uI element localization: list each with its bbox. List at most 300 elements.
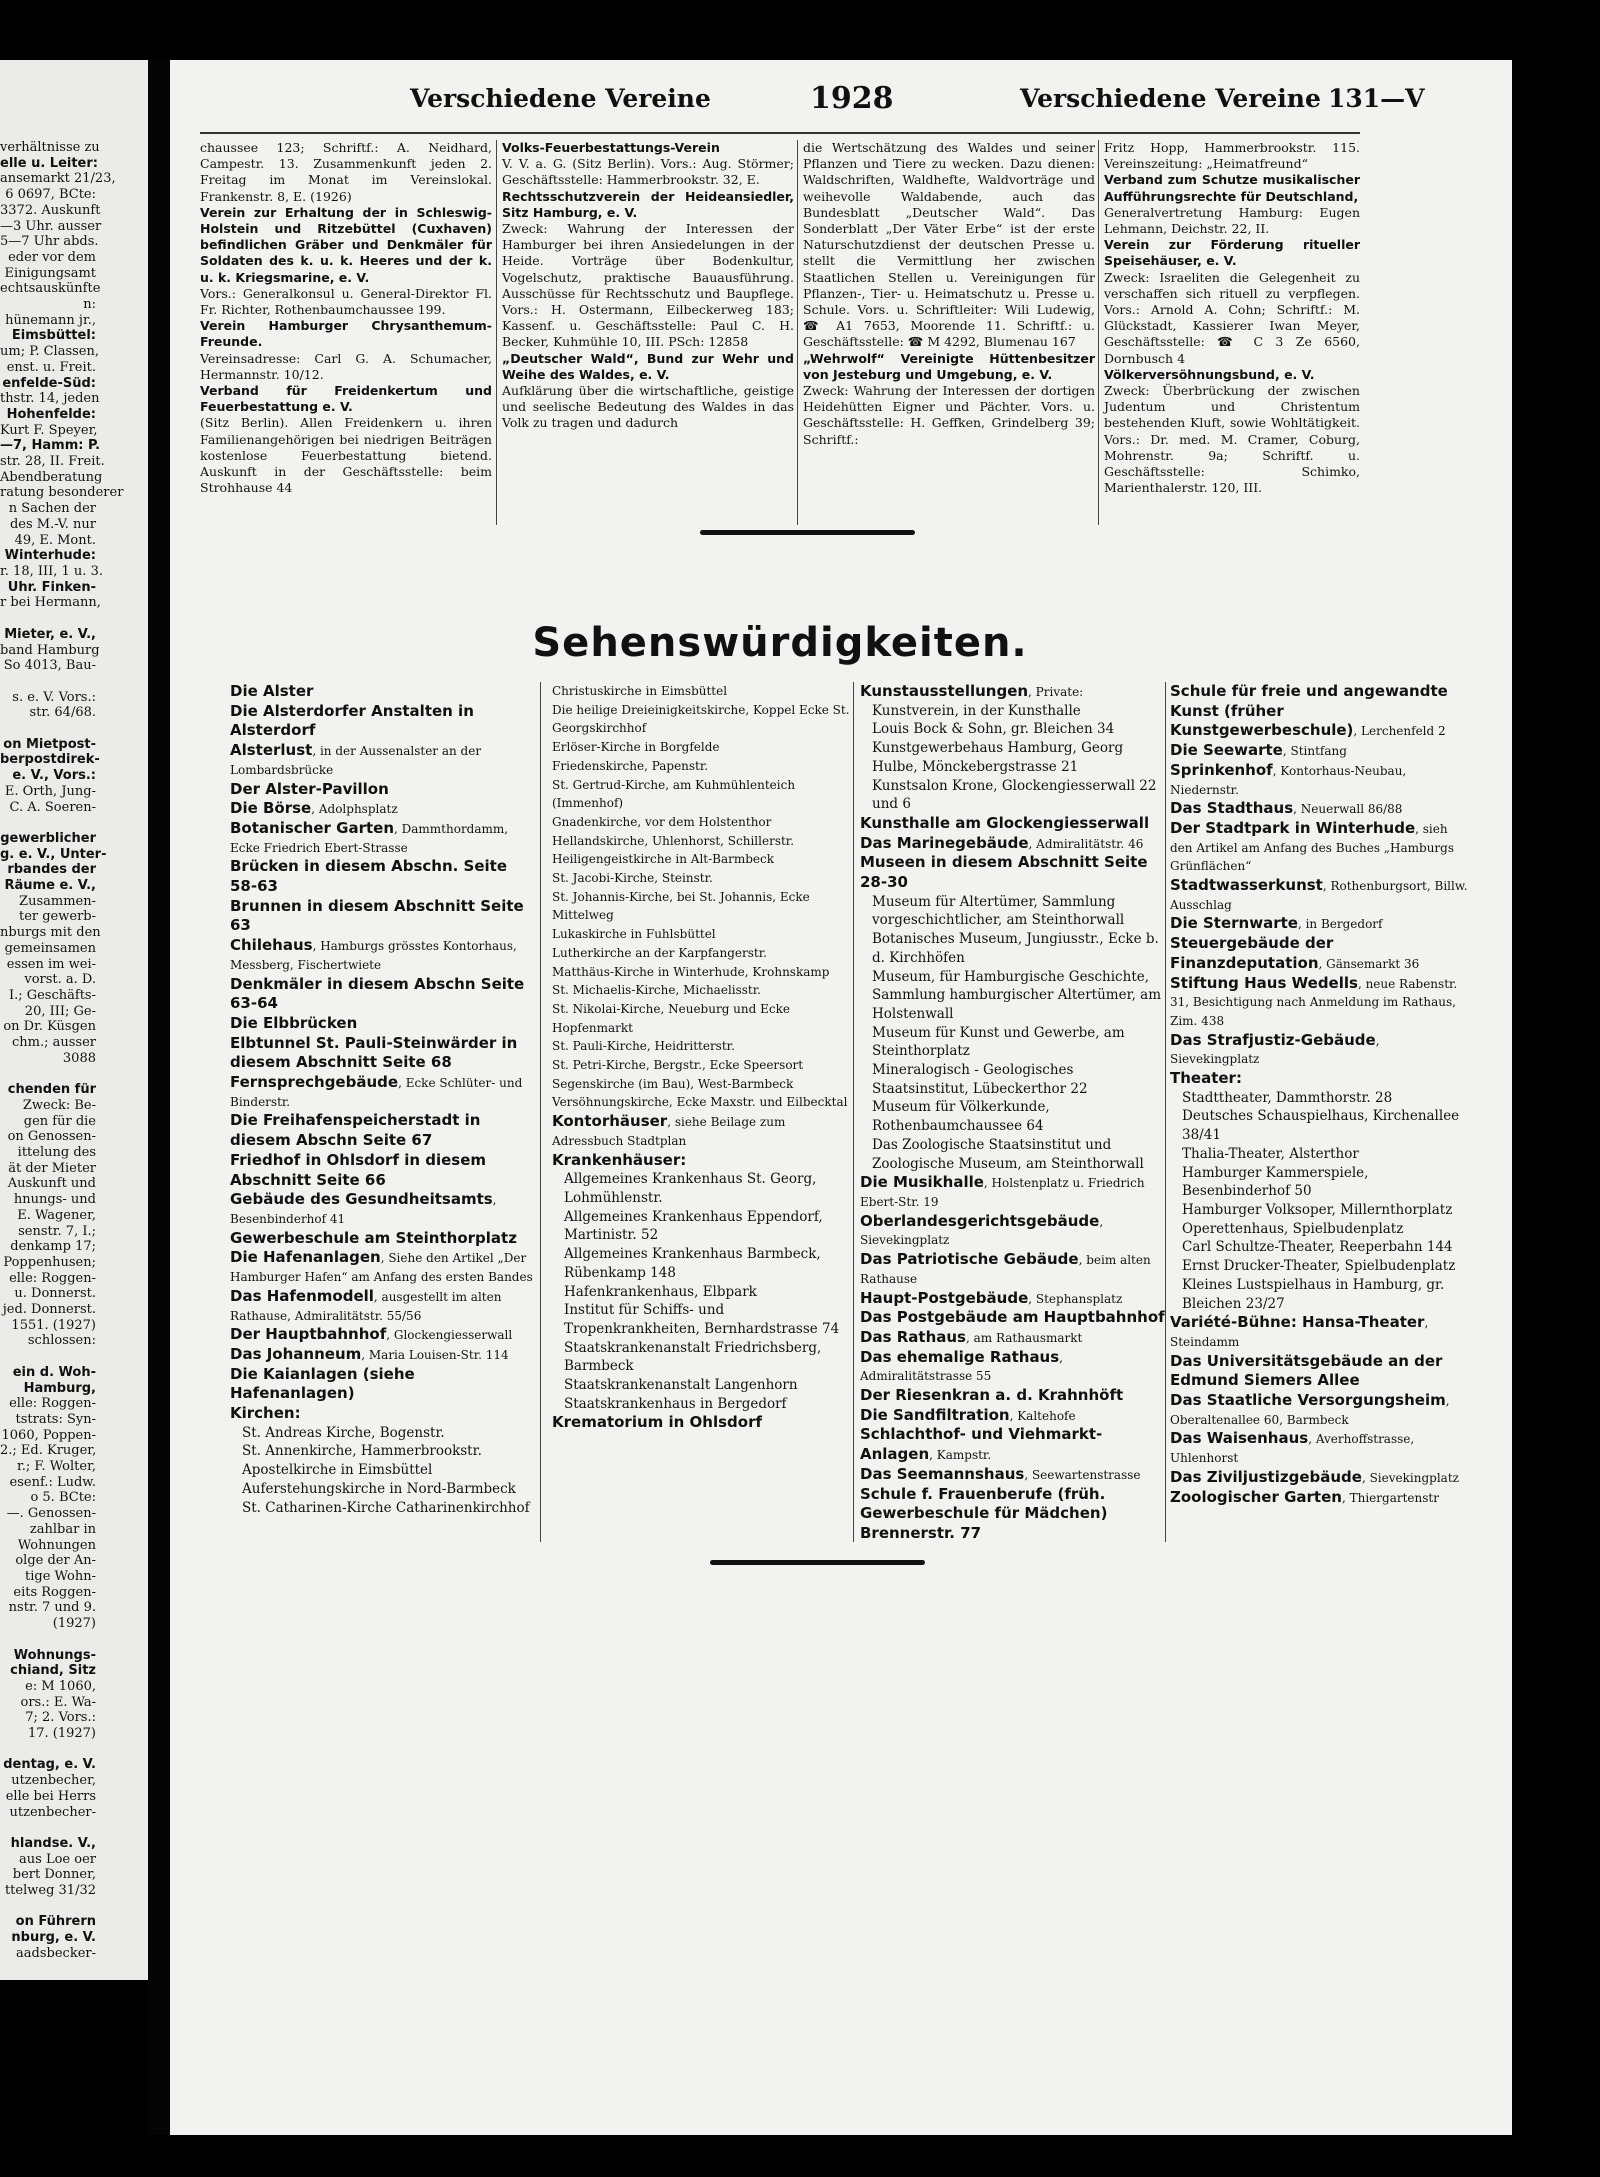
- sight-name: Die Börse: [230, 799, 312, 818]
- sight-subentry: St. Michaelis-Kirche, Michaelisstr.: [552, 983, 761, 998]
- verein-name: „Wehrwolf“ Vereinigte Hüttenbesitzer von Jesteburg und Umgebung, e. V.: [803, 350, 1095, 382]
- sights-column-4: [1170, 682, 1470, 1532]
- sight-entry: [860, 814, 1165, 834]
- sight-entry: [230, 1248, 535, 1286]
- sight-name: Variété-Bühne: Hansa-Theater: [1170, 1313, 1425, 1332]
- sight-subentry: Gnadenkirche, vor dem Holstenthor: [552, 814, 772, 829]
- sight-name: Der Hauptbahnhof: [230, 1325, 387, 1344]
- left-page-line: ors.: E. Wa-: [20, 1694, 96, 1710]
- sight-name: Kunsthalle am Glockengiesserwall: [860, 813, 1150, 832]
- right-page: [170, 60, 1512, 2135]
- sight-address: , Sievekingplatz: [1170, 1033, 1380, 1067]
- sight-name: Kontorhäuser: [552, 1112, 668, 1131]
- sight-address: , Dammthordamm, Ecke Friedrich Ebert-Strasse: [230, 821, 509, 855]
- left-page-line: ttelweg 31/32: [4, 1883, 96, 1899]
- verein-name: Verband für Freidenkertum und Feuerbestattung e. V.: [200, 383, 492, 415]
- left-page-line: enst. u. Freit.: [6, 359, 96, 375]
- left-page-line: 7; 2. Vors.:: [25, 1710, 96, 1726]
- verein-details: (Sitz Berlin). Allen Freidenkern u. ihren Familienangehörigen bei niedrigen Beiträgen kostenlose Feuerbestattung bietend. Auskunft in der Geschäftsstelle: beim Strohhause 44: [200, 415, 492, 496]
- sight-name: Die Hafenanlagen: [230, 1248, 381, 1267]
- sight-subentry: Versöhnungskirche, Ecke Maxstr. und Eilbecktal: [552, 1095, 848, 1110]
- sight-name: Die Musikhalle: [860, 1173, 984, 1192]
- sight-entry: [860, 1425, 1165, 1464]
- left-page-line: Eimsbüttel:: [11, 328, 96, 344]
- left-page-line: o 5. BCte:: [30, 1490, 96, 1506]
- header-year: 1928: [810, 81, 894, 116]
- sight-name: Das Johanneum: [230, 1344, 362, 1363]
- sight-name: Das Stadthaus: [1170, 799, 1294, 818]
- sight-subentry: Carl Schultze-Theater, Reeperbahn 144: [1182, 1239, 1453, 1256]
- left-page-line: [0, 611, 152, 627]
- page-number: 131—V: [1328, 84, 1425, 113]
- sight-entry: [860, 1308, 1165, 1328]
- sight-subentry: Friedenskirche, Papenstr.: [552, 758, 709, 773]
- sight-subentry: Hellandskirche, Uhlenhorst, Schillerstr.: [552, 833, 795, 848]
- sight-entry: [860, 1406, 1165, 1426]
- closing-ornament-rule: [710, 1560, 925, 1565]
- sight-subentry: Lutherkirche an der Karpfangerstr.: [552, 945, 767, 960]
- sight-entry: [1170, 1429, 1470, 1467]
- sight-subentry: St. Pauli-Kirche, Heidritterstr.: [552, 1039, 735, 1054]
- sight-name: Haupt-Postgebäude: [860, 1288, 1029, 1307]
- sight-subentry: Deutsches Schauspielhaus, Kirchenallee 38/41: [1182, 1108, 1460, 1144]
- sight-name: Das Rathaus: [860, 1327, 966, 1346]
- sight-subentry: Staatskrankenanstalt Langenhorn: [564, 1377, 798, 1394]
- sight-entry: [1170, 682, 1470, 741]
- sight-name: Botanischer Garten: [230, 818, 394, 837]
- sight-subentry: Hamburger Volksoper, Millernthorplatz: [1182, 1201, 1453, 1218]
- verein-name: Verein zur Erhaltung der in Schleswig-Holstein und Ritzebüttel (Cuxhaven) befindlichen Gräber und Denkmäler für Soldaten des k. u. k. Heeres und der k. u. k. Kriegsmarine, e. V.: [200, 204, 492, 285]
- header-right-title: Verschiedene Vereine: [1020, 84, 1321, 113]
- sight-entry: [1170, 934, 1470, 973]
- sight-name: Das Postgebäude am Hauptbahnhof: [860, 1308, 1165, 1327]
- sight-address: , beim alten Rathause: [860, 1253, 1151, 1286]
- sight-name: Die Seewarte: [1170, 741, 1283, 760]
- left-page-line: Poppenhusen;: [3, 1254, 96, 1270]
- verein-details: V. V. a. G. (Sitz Berlin). Vors.: Aug. Störmer; Geschäftsstelle: Hammerbrookstr. 32, E.: [502, 156, 794, 188]
- sight-entry: [230, 799, 535, 819]
- sight-name: Die Alster: [230, 682, 314, 700]
- sights-column-3: [860, 682, 1165, 1542]
- verein-details: chaussee 123; Schriftf.: A. Neidhard, Campestr. 13. Zusammenkunft jeden 2. Freitag im Monat im Vereinslokal. Frankenstr. 8, E. (1926): [200, 140, 492, 204]
- sight-address: , Ecke Schlüter- und Binderstr.: [230, 1076, 523, 1109]
- left-page-line: aus Loe oer: [19, 1851, 96, 1867]
- left-page-line: E. Wagener,: [17, 1207, 96, 1223]
- left-page-line: thstr. 14, jeden: [0, 391, 100, 407]
- left-page-line: eder vor dem: [8, 249, 96, 265]
- sight-entry: [1170, 799, 1470, 819]
- left-page-line: 5—7 Uhr abds.: [0, 234, 99, 250]
- sight-name: Kunstausstellungen: [860, 682, 1029, 700]
- left-page-line: des M.-V. nur: [9, 516, 96, 532]
- sight-subentry: Museum, für Hamburgische Geschichte, Sammlung hamburgischer Altertümer, am Holstenwall: [872, 968, 1161, 1022]
- sight-entry: [860, 1386, 1165, 1406]
- sight-address: , Stephansplatz: [1028, 1291, 1123, 1306]
- sight-entry: [552, 1112, 857, 1150]
- sight-subentry: Segenskirche (im Bau), West-Barmbeck: [552, 1076, 794, 1091]
- sight-entry: [860, 1465, 1165, 1485]
- left-page-line: on Mietpost-: [3, 736, 96, 752]
- left-page-line: s. e. V. Vors.:: [12, 689, 96, 705]
- column-divider: [853, 682, 854, 1542]
- sights-column-1: [230, 682, 535, 1532]
- scan-border: [0, 1980, 148, 2177]
- sight-name: Die Alsterdorfer Anstalten in Alsterdorf: [230, 701, 474, 740]
- vereine-column-1: [200, 140, 492, 525]
- sight-entry: [860, 682, 1165, 702]
- sight-entry: [230, 1365, 535, 1404]
- left-page-line: Wohnungs-: [13, 1647, 96, 1663]
- sight-entry: [1170, 1352, 1470, 1391]
- sight-name: Alsterlust: [230, 741, 313, 760]
- sight-entry: [1170, 974, 1470, 1031]
- sight-entry: [860, 1328, 1165, 1348]
- column-divider: [496, 140, 497, 525]
- left-page-line: [0, 1632, 152, 1648]
- sight-address: , Glockengiesserwall: [386, 1328, 513, 1343]
- sight-entry: [230, 897, 535, 936]
- left-page-line: olge der An-: [15, 1553, 96, 1569]
- sight-entry: [230, 780, 535, 800]
- sight-address: , Oberaltenallee 60, Barmbeck: [1170, 1394, 1450, 1427]
- left-page-line: —3 Uhr. ausser: [0, 218, 102, 234]
- sight-address: , Sievekingplatz: [1361, 1470, 1459, 1485]
- sight-address: , Besenbinderhof 41: [230, 1193, 497, 1226]
- left-page-line: str. 28, II. Freit.: [0, 454, 105, 470]
- sight-name: Die Elbbrücken: [230, 1013, 358, 1032]
- sight-address: , Admiralitätstrasse 55: [860, 1350, 1063, 1384]
- sight-address: , Thiergartenstr: [1341, 1490, 1439, 1505]
- sight-entry: [230, 702, 535, 741]
- sight-subentry: Staatskrankenhaus in Bergedorf: [564, 1395, 787, 1412]
- left-page-line: (1927): [52, 1616, 96, 1632]
- verein-name: „Deutscher Wald“, Bund zur Wehr und Weihe des Waldes, e. V.: [502, 350, 794, 382]
- sight-subentry: Institut für Schiffs- und Tropenkrankheiten, Bernhardstrasse 74: [564, 1302, 840, 1337]
- sight-entry: [860, 1173, 1165, 1211]
- sight-address: , Kontorhaus-Neubau, Niedernstr.: [1170, 763, 1407, 797]
- left-page-line: dentag, e. V.: [3, 1757, 96, 1773]
- sight-subentry: Mineralogisch - Geologisches Staatsinstitut, Lübeckerthor 22: [872, 1062, 1088, 1097]
- sight-subentry: Kunstgewerbehaus Hamburg, Georg Hulbe, Mönckebergstrasse 21: [872, 740, 1124, 775]
- column-divider: [1098, 140, 1099, 525]
- sight-subentry: Allgemeines Krankenhaus Barmbeck, Rübenkamp 148: [564, 1246, 821, 1281]
- left-page-line: denkamp 17;: [10, 1239, 96, 1255]
- left-facing-page: [0, 60, 148, 1980]
- sight-address: , Maria Louisen-Str. 114: [361, 1347, 509, 1362]
- left-page-line: n Sachen der: [8, 501, 96, 517]
- sight-entry: [230, 1034, 535, 1073]
- left-page-line: —. Genossen-: [6, 1506, 96, 1522]
- sight-entry: [1170, 761, 1470, 799]
- left-page-line: ittelung des: [17, 1145, 96, 1160]
- verein-details: Fritz Hopp, Hammerbrookstr. 115. Vereinszeitung: „Heimatfreund“: [1104, 140, 1360, 172]
- left-page-line: aadsbecker-: [16, 1945, 96, 1961]
- left-page-line: Abendberatung: [0, 469, 103, 485]
- left-page-line: gen für die: [23, 1113, 96, 1129]
- left-page-line: essen im wei-: [6, 956, 96, 972]
- left-page-line: Uhr. Finken-: [7, 579, 96, 595]
- sight-name: Fernsprechgebäude: [230, 1073, 399, 1092]
- verein-details: Aufklärung über die wirtschaftliche, geistige und seelische Bedeutung des Waldes in das Volk zu tragen und dadurch: [502, 383, 794, 431]
- left-page-line: chenden für: [7, 1082, 96, 1098]
- sight-entry: [230, 857, 535, 896]
- left-page-line: 1551. (1927): [11, 1317, 96, 1333]
- section-ornament-rule: [700, 530, 915, 535]
- sight-subentry: Allgemeines Krankenhaus Eppendorf, Martinistr. 52: [564, 1208, 823, 1244]
- left-page-line: Mieter, e. V.,: [4, 626, 96, 642]
- sight-name: Das Marinegebäude: [860, 833, 1029, 852]
- sight-address: , Private:: [1028, 685, 1084, 699]
- sight-subentry: Die heilige Dreieinigkeitskirche, Koppel Ecke St. Georgskirchhof: [552, 702, 850, 736]
- sight-subentry: Louis Bock & Sohn, gr. Bleichen 34: [872, 721, 1115, 738]
- left-page-line: jed. Donnerst.: [2, 1302, 96, 1318]
- sight-address: , Holstenplatz u. Friedrich Ebert-Str. 19: [860, 1176, 1145, 1209]
- verein-details: Vereinsadresse: Carl G. A. Schumacher, Hermannstr. 10/12.: [200, 350, 492, 382]
- sight-entry: [1170, 1031, 1470, 1069]
- left-page-line: ein d. Woh-: [12, 1364, 96, 1380]
- sight-entry: [230, 741, 535, 779]
- left-page-line: Zusammen-: [19, 893, 96, 909]
- sight-name: Schule für freie und angewandte Kunst (früher Kunstgewerbeschule): [1170, 682, 1448, 740]
- sight-name: Das Waisenhaus: [1170, 1429, 1309, 1448]
- left-page-line: [0, 721, 152, 737]
- sight-entry: [230, 1325, 535, 1345]
- sight-address: , Rothenburgsort, Billw. Ausschlag: [1170, 879, 1468, 912]
- sight-address: , Sievekingplatz: [860, 1214, 1104, 1248]
- left-page-line: ansemarkt 21/23,: [0, 171, 116, 187]
- left-page-line: elle u. Leiter:: [0, 155, 98, 171]
- sight-entry: [1170, 741, 1470, 761]
- verein-name: Rechtsschutzverein der Heideansiedler, Sitz Hamburg, e. V.: [502, 188, 794, 220]
- left-page-line: 20, III; Ge-: [24, 1003, 96, 1019]
- left-page-line: [0, 1820, 152, 1836]
- sight-entry: [230, 1073, 535, 1111]
- sight-subentry: Matthäus-Kirche in Winterhude, Krohnskamp: [552, 964, 830, 979]
- column-divider: [540, 682, 541, 1542]
- sight-address: , Averhoffstrasse, Uhlenhorst: [1170, 1432, 1415, 1466]
- sight-entry: [1170, 1468, 1470, 1488]
- sight-address: , Stintfang: [1282, 744, 1347, 759]
- sight-name: Brücken in diesem Abschn. Seite 58-63: [230, 857, 508, 896]
- left-page-line: Hamburg,: [23, 1380, 96, 1396]
- sight-name: Die Kaianlagen (siehe Hafenanlagen): [230, 1364, 415, 1403]
- sight-address: , Neuerwall 86/88: [1293, 802, 1403, 817]
- sight-subentry: St. Gertrud-Kirche, am Kuhmühlenteich (Immenhof): [552, 777, 796, 811]
- sight-subentry: Das Zoologische Staatsinstitut und Zoologische Museum, am Steinthorwall: [872, 1136, 1144, 1172]
- sight-subentry: Allgemeines Krankenhaus St. Georg, Lohmühlenstr.: [564, 1171, 817, 1206]
- sight-entry: [860, 1289, 1165, 1309]
- sight-name: Gebäude des Gesundheitsamts: [230, 1190, 493, 1209]
- left-page-line: utzenbecher-: [9, 1804, 96, 1820]
- sight-entry: [230, 936, 535, 974]
- left-page-line: Wohnungen: [17, 1537, 96, 1553]
- sight-entry: [1170, 819, 1470, 876]
- sight-entry: [860, 1485, 1165, 1544]
- sight-subentry: St. Andreas Kirche, Bogenstr.: [242, 1424, 445, 1441]
- sight-address: , Siehe den Artikel „Der Hamburger Hafen“ am Anfang des ersten Bandes: [230, 1251, 533, 1285]
- left-page-line: elle bei Herrs: [5, 1788, 96, 1804]
- left-page-line: verhältnisse zu: [0, 140, 100, 155]
- left-page-line: elle: Roggen-: [9, 1270, 96, 1286]
- left-page-line: e: M 1060,: [25, 1678, 96, 1694]
- sight-address: , ausgestellt im alten Rathause, Admiralitätstr. 55/56: [230, 1289, 502, 1323]
- verein-name: Verein Hamburger Chrysanthemum-Freunde.: [200, 318, 492, 350]
- sight-entry: [230, 1111, 535, 1150]
- sight-name: Chilehaus: [230, 936, 313, 955]
- sight-subentry: Hamburger Kammerspiele, Besenbinderhof 50: [1182, 1164, 1369, 1200]
- sight-name: Schlachthof- und Viehmarkt-Anlagen: [860, 1425, 1103, 1464]
- sight-subentry: Kunstverein, in der Kunsthalle: [872, 702, 1081, 719]
- left-page-line: bert Donner,: [12, 1867, 96, 1883]
- left-page-line: gewerblicher: [0, 830, 96, 846]
- left-page-line: g. e. V., Unter-: [0, 846, 107, 862]
- left-page-line: tige Wohn-: [25, 1568, 96, 1584]
- sight-subentry: Kunstsalon Krone, Glockengiesserwall 22 und 6: [872, 777, 1157, 813]
- sight-name: Die Freihafenspeicherstadt in diesem Abschn Seite 67: [230, 1111, 481, 1150]
- sight-address: , neue Rabenstr. 31, Besichtigung nach Anmeldung im Rathaus, Zim. 438: [1170, 976, 1458, 1028]
- left-page-line: ter gewerb-: [18, 909, 96, 925]
- sight-name: Der Riesenkran a. d. Krahnhöft: [860, 1386, 1124, 1405]
- sight-name: Museen in diesem Abschnitt Seite 28-30: [860, 853, 1148, 892]
- left-page-line: on Dr. Küsgen: [3, 1019, 96, 1035]
- sight-name: Das Hafenmodell: [230, 1286, 374, 1305]
- sight-entry: [552, 1413, 857, 1433]
- left-page-line: [0, 674, 152, 690]
- sight-name: Sprinkenhof: [1170, 760, 1273, 779]
- scan-border: [1512, 60, 1600, 2135]
- sight-entry: [860, 1348, 1165, 1386]
- sight-name: Das Staatliche Versorgungsheim: [1170, 1391, 1446, 1410]
- left-page-line: gemeinsamen: [4, 940, 96, 956]
- sight-entry: [1170, 1488, 1470, 1508]
- column-divider: [797, 140, 798, 525]
- left-page-line: tstrats: Syn-: [15, 1411, 96, 1427]
- sight-entry: [230, 975, 535, 1014]
- sight-subentry: Botanisches Museum, Jungiusstr., Ecke b. d. Kirchhöfen: [872, 931, 1159, 966]
- sight-address: , am Rathausmarkt: [965, 1330, 1083, 1345]
- verein-details: Generalvertretung Hamburg: Eugen Lehmann, Deichstr. 22, II.: [1104, 204, 1360, 237]
- sight-name: Der Stadtpark in Winterhude: [1170, 818, 1416, 837]
- verein-details: die Wertschätzung des Waldes und seiner Pflanzen und Tiere zu wecken. Dazu dienen: Waldschriften, Waldhefte, Waldvorträge und weihevolle Waldabende, auch das Bundesblatt „Deutscher Wald“. Das Sonderblatt „Der Väter Erbe“ ist der erste Naturschutzdienst der deutschen Presse u. stellt die Vermittlung her zwischen Staatlichen Stellen u. Vereinigungen für Pflanzen-, Tier- u. Heimatschutz u. Presse u. Schule. Vors. u. Schriftleiter: Wili Ludewig, ☎ A1 7653, Moorende 11. Schriftf.: u. Geschäftsstelle: ☎ M 4292, Blumenau 167: [803, 140, 1095, 350]
- sight-subentry: St. Petri-Kirche, Bergstr., Ecke Speersort: [552, 1058, 804, 1073]
- vereine-columns: [200, 140, 1360, 530]
- sight-name: Kirchen:: [230, 1404, 301, 1423]
- left-page-line: on Genossen-: [7, 1129, 96, 1145]
- sight-entry: [1170, 1391, 1470, 1429]
- sight-address: , Steindamm: [1170, 1316, 1429, 1349]
- sight-name: Die Sternwarte: [1170, 914, 1298, 933]
- sight-address: , siehe Beilage zum Adressbuch Stadtplan: [552, 1115, 786, 1148]
- sight-name: Stiftung Haus Wedells: [1170, 973, 1358, 992]
- running-header: [170, 81, 1512, 120]
- sight-name: Das Seemannshaus: [860, 1464, 1025, 1483]
- sight-name: Zoologischer Garten: [1170, 1487, 1342, 1506]
- left-page-line: Hohenfelde:: [6, 406, 96, 422]
- sight-name: Steuergebäude der Finanzdeputation: [1170, 934, 1334, 972]
- sight-entry: [1170, 876, 1470, 914]
- header-rule: [200, 132, 1360, 134]
- vereine-column-2: [502, 140, 794, 525]
- left-page-line: ratung besonderer: [0, 485, 124, 501]
- left-page-line: elle: Roggen-: [9, 1396, 96, 1412]
- left-page-line: u. Donnerst.: [14, 1286, 96, 1302]
- verein-details: Zweck: Israeliten die Gelegenheit zu verschaffen sich rituell zu verpflegen. Vors.: Arnold A. Cohn; Schriftf.: M. Glückstadt, Kassierer Iwan Meyer, Geschäftsstelle: ☎ C 3 Ze 6560, Dornbusch 4: [1104, 269, 1360, 366]
- sight-name: Krankenhäuser:: [552, 1150, 687, 1169]
- sight-entry: [1170, 1313, 1470, 1351]
- sight-entry: [860, 1212, 1165, 1250]
- left-page-line: rbandes der: [7, 862, 96, 878]
- sight-subentry: Erlöser-Kirche in Borgfelde: [552, 740, 720, 755]
- sight-subentry: Thalia-Theater, Alsterthor: [1182, 1145, 1359, 1162]
- left-page-line: r. 18, III, 1 u. 3.: [0, 563, 103, 579]
- book-gutter: [148, 60, 170, 2135]
- sight-entry: [860, 834, 1165, 854]
- left-page-line: nburgs mit den: [0, 925, 101, 941]
- header-left-title: Verschiedene Vereine: [410, 84, 711, 113]
- left-page-line: E. Orth, Jung-: [4, 783, 96, 799]
- sight-entry: [860, 1250, 1165, 1288]
- left-page-line: [0, 1349, 152, 1365]
- left-page-line: 3088: [62, 1050, 96, 1066]
- sight-entry: [230, 1190, 535, 1228]
- left-page-line: 49, E. Mont.: [14, 532, 96, 548]
- sight-name: Das ehemalige Rathaus: [860, 1347, 1060, 1366]
- sight-address: , Seewartenstrasse: [1024, 1467, 1141, 1482]
- sight-entry: [230, 682, 535, 702]
- section-title: Sehenswürdigkeiten.: [532, 620, 1028, 666]
- sight-subentry: Christuskirche in Eimsbüttel: [552, 684, 728, 698]
- left-page-line: e. V., Vors.:: [12, 768, 96, 784]
- sight-subentry: Ernst Drucker-Theater, Spielbudenplatz: [1182, 1258, 1456, 1275]
- sight-entry: [230, 819, 535, 857]
- sight-address: , Adolphsplatz: [311, 802, 398, 817]
- sight-name: Der Alster-Pavillon: [230, 779, 389, 798]
- vereine-column-4: [1104, 140, 1360, 525]
- left-page-line: on Führern: [15, 1914, 96, 1930]
- sight-entry: [860, 853, 1165, 892]
- left-page-line: Zweck: Be-: [22, 1097, 96, 1113]
- left-page-line: Räume e. V.,: [4, 878, 96, 894]
- left-page-line: r.; F. Wolter,: [17, 1459, 96, 1475]
- left-page-line: Auskunft und: [7, 1176, 96, 1192]
- left-page-line: 6 0697, BCte:: [5, 187, 96, 203]
- left-page-line: schlossen:: [27, 1333, 96, 1349]
- sight-name: Das Universitätsgebäude an der Edmund Siemers Allee: [1170, 1351, 1443, 1390]
- sight-subentry: St. Jacobi-Kirche, Steinstr.: [552, 871, 713, 886]
- left-page-line: ät der Mieter: [8, 1160, 96, 1176]
- sight-subentry: Lukaskirche in Fuhlsbüttel: [552, 927, 716, 942]
- sight-entry: [1170, 1069, 1470, 1089]
- left-page-line: [0, 1066, 152, 1082]
- sight-name: Oberlandesgerichtsgebäude: [860, 1211, 1100, 1230]
- sight-entry: [1170, 914, 1470, 934]
- verein-name: Verband zum Schutze musikalischer Aufführungsrechte für Deutschland,: [1104, 172, 1360, 204]
- sight-address: , in Bergedorf: [1297, 917, 1383, 932]
- left-page-line: hlandse. V.,: [10, 1835, 96, 1851]
- left-page-line: [0, 1899, 152, 1915]
- sight-address: , sieh den Artikel am Anfang des Buches „Hamburgs Grünflächen“: [1170, 821, 1455, 874]
- verein-details: Zweck: Wahrung der Interessen der dortigen Heidehütten Eigner und Pächter. Vors. u. Geschäftsstelle: H. Geffken, Grindelberg 39; Schriftf.:: [803, 383, 1095, 447]
- sight-subentry: St. Nikolai-Kirche, Neueburg und Ecke Hopfenmarkt: [552, 1001, 790, 1035]
- verein-details: Zweck: Überbrückung der zwischen Judentum und Christentum bestehenden Kluft, sowie Wohltätigkeit. Vors.: Dr. med. M. Cramer, Coburg, Mohrenstr. 9a; Schriftf. u. Geschäftsstelle: Schimko, Marienthalerstr. 120, III.: [1104, 383, 1360, 496]
- left-page-line: utzenbecher,: [11, 1773, 96, 1789]
- left-page-line: chiand, Sitz: [10, 1663, 96, 1679]
- left-page-line: [0, 815, 152, 831]
- left-page-line: nstr. 7 und 9.: [8, 1600, 96, 1616]
- verein-name: Verein zur Förderung ritueller Speisehäuser, e. V.: [1104, 237, 1360, 269]
- left-page-line: berpostdirek-: [0, 752, 100, 768]
- sight-subentry: Museum für Altertümer, Sammlung vorgeschichtlicher, am Steinthorwall: [872, 893, 1125, 929]
